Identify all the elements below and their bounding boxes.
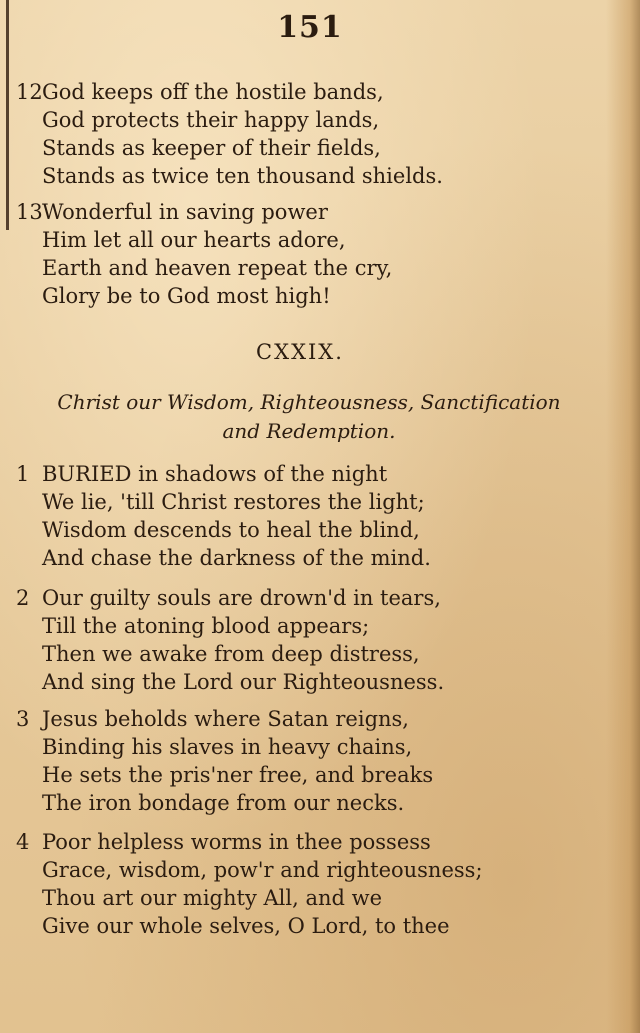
verse-line: Wisdom descends to heal the blind,	[42, 518, 420, 542]
verse-line: Stands as twice ten thousand shields.	[42, 164, 443, 188]
stanza-1	[16, 460, 616, 572]
verse-line: BURIED in shadows of the night	[42, 462, 388, 486]
stanza-number: 13	[16, 200, 43, 224]
hymn-number: CXXIX.	[256, 340, 344, 364]
verse-line: Wonderful in saving power	[42, 200, 328, 224]
verse-line: We lie, 'till Christ restores the light;	[42, 490, 425, 514]
stanza-2	[16, 584, 616, 696]
verse-line: He sets the pris'ner free, and breaks	[42, 763, 434, 787]
verse-line: Jesus beholds where Satan reigns,	[42, 707, 409, 731]
verse-line: And chase the darkness of the mind.	[42, 546, 431, 570]
stanza-number: 3	[16, 707, 30, 731]
verse-line: And sing the Lord our Righteousness.	[42, 670, 445, 694]
verse-line: Thou art our mighty All, and we	[42, 886, 383, 910]
stanza-number: 1	[16, 462, 30, 486]
verse-line: God keeps off the hostile bands,	[42, 80, 384, 104]
verse-line: Our guilty souls are drown'd in tears,	[42, 586, 441, 610]
stanza-number: 4	[16, 830, 30, 854]
verse-line: God protects their happy lands,	[42, 108, 380, 132]
hymn-title-line-2: and Redemption.	[222, 419, 396, 443]
stanza-4	[16, 828, 616, 940]
stanza-number: 2	[16, 586, 30, 610]
page-number: 151	[277, 10, 343, 45]
stanza-3	[16, 705, 616, 817]
hymn-title	[14, 388, 604, 446]
verse-line: Binding his slaves in heavy chains,	[42, 735, 413, 759]
verse-line: Him let all our hearts adore,	[42, 228, 346, 252]
verse-line: Till the atoning blood appears;	[42, 614, 370, 638]
verse-line: The iron bondage from our necks.	[42, 791, 405, 815]
stanza-13	[16, 198, 616, 310]
verse-line: Earth and heaven repeat the cry,	[42, 256, 393, 280]
verse-line: Give our whole selves, O Lord, to thee	[42, 914, 450, 938]
verse-line: Grace, wisdom, pow'r and righteousness;	[42, 858, 483, 882]
hymn-title-line-1: Christ our Wisdom, Righteousness, Sanctification	[57, 390, 561, 414]
stanza-12	[16, 78, 616, 190]
verse-line: Glory be to God most high!	[42, 284, 331, 308]
stanza-number: 12	[16, 80, 43, 104]
verse-line: Then we awake from deep distress,	[42, 642, 420, 666]
verse-line: Poor helpless worms in thee possess	[42, 830, 431, 854]
verse-line: Stands as keeper of their fields,	[42, 136, 381, 160]
